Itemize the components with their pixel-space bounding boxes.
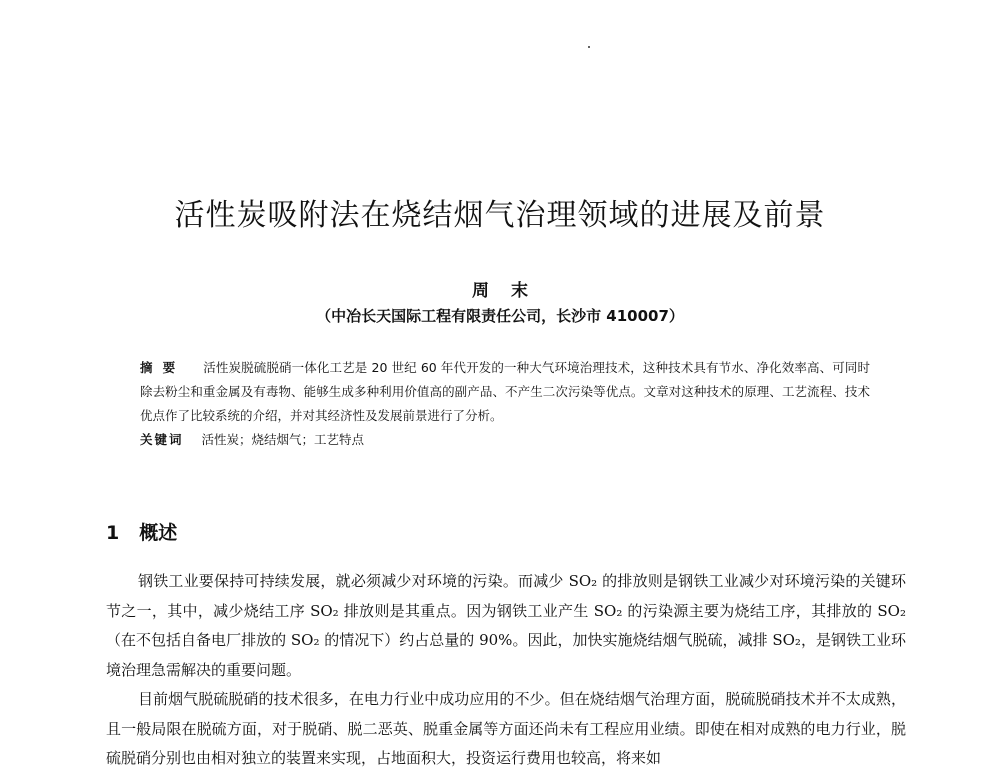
scan-speck (588, 46, 590, 48)
keywords-text: 活性炭；烧结烟气；工艺特点 (201, 432, 365, 447)
keywords-label: 关键词 (140, 432, 184, 447)
author-name: 周末 (472, 281, 550, 301)
author-affiliation: （中冶长天国际工程有限责任公司，长沙市 410007） (316, 307, 684, 325)
body-paragraph-2: 目前烟气脱硫脱硝的技术很多，在电力行业中成功应用的不少。但在烧结烟气治理方面，脱硫脱硝技术并不太成熟，且一般局限在脱硫方面，对于脱硝、脱二恶英、脱重金属等方面还尚未有工程应用业绩。即使在相对成熟的电力行业，脱硫脱硝分别也由相对独立的装置来实现，占地面积大，投资运行费用也较高，将来如 (106, 690, 906, 767)
abstract-text: 活性炭脱硫脱硝一体化工艺是 20 世纪 60 年代开发的一种大气环境治理技术，这种技术具有节水、净化效率高、可同时除去粉尘和重金属及有毒物、能够生成多种利用价值高的副产品、不产生二次污染等优点。文章对这种技术的原理、工艺流程、技术优点作了比较系统的介绍，并对其经济性及发展前景进行了分析。 (140, 360, 870, 423)
body-text (106, 567, 906, 774)
abstract-label: 摘要 (140, 360, 186, 375)
keywords-paragraph (140, 428, 870, 452)
section-heading (106, 518, 177, 545)
section-title: 概述 (139, 522, 178, 544)
body-paragraph-1: 钢铁工业要保持可持续发展，就必须减少对环境的污染。而减少 SO₂ 的排放则是钢铁工业减少对环境污染的关键环节之一，其中，减少烧结工序 SO₂ 排放则是其重点。因为钢铁工业产生 SO₂ 的污染源主要为烧结工序，其排放的 SO₂（在不包括自备电厂排放的 SO₂ 的情况下）约占总量的 90%。因此，加快实施烧结烟气脱硫，减排 SO₂，是钢铁工业环境治理急需解决的重要问题。 (106, 572, 906, 679)
abstract-block (140, 356, 870, 452)
abstract-paragraph (140, 356, 870, 428)
paper-title: 活性炭吸附法在烧结烟气治理领域的进展及前景 (174, 198, 826, 233)
section-number: 1 (106, 522, 120, 544)
